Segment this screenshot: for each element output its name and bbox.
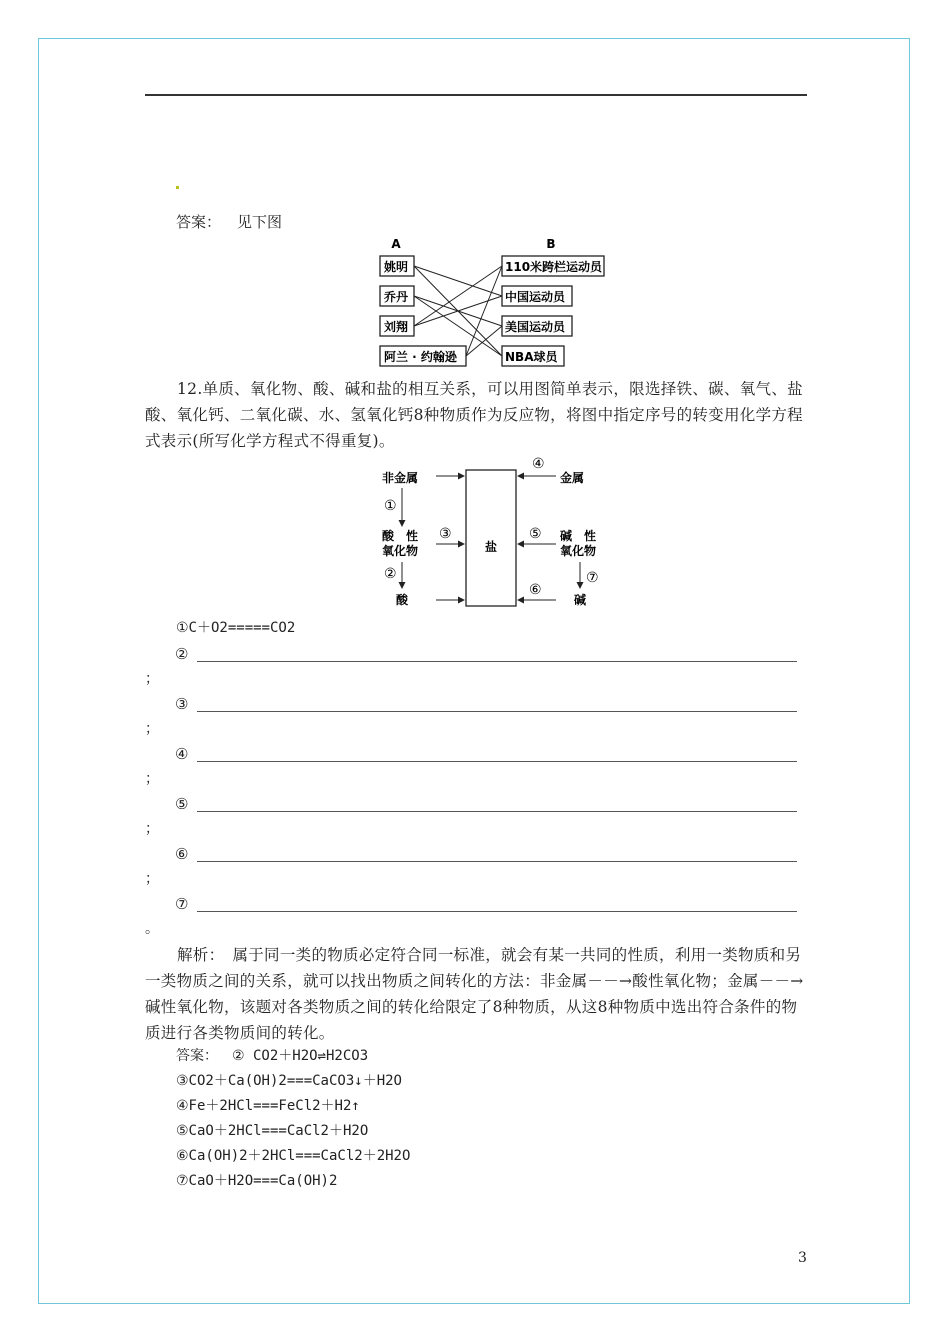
example-equation: ①C＋O2=====CO2 bbox=[176, 620, 296, 636]
answer-11 bbox=[176, 212, 282, 232]
basic-oxide-label-1: 碱 性 bbox=[560, 529, 597, 543]
equation-5: ⑤CaO＋2HCl===CaCl2＋H2O bbox=[176, 1123, 369, 1139]
answer-eq2 bbox=[176, 1046, 368, 1066]
acid-label: 酸 bbox=[395, 593, 409, 607]
answer-line[interactable] bbox=[197, 811, 797, 812]
metal-label: 金属 bbox=[559, 471, 585, 485]
acidic-oxide-label-2: 氧化物 bbox=[382, 544, 419, 558]
base-label: 碱 bbox=[573, 593, 587, 607]
left-item: 刘翔 bbox=[384, 320, 409, 334]
step-4-label: ④ bbox=[532, 456, 545, 472]
col-b-label: B bbox=[546, 237, 556, 251]
page-border bbox=[38, 38, 910, 1304]
step-7-label: ⑦ bbox=[586, 570, 599, 586]
equation-3: ③CO2＋Ca(OH)2===CaCO3↓＋H2O bbox=[176, 1073, 402, 1089]
equation-4: ④Fe＋2HCl===FeCl2＋H2↑ bbox=[176, 1098, 360, 1114]
acidic-oxide-label-1: 酸 性 bbox=[382, 529, 419, 543]
equation-7: ⑦CaO＋H2O===Ca(OH)2 bbox=[176, 1173, 338, 1189]
col-a-label: A bbox=[391, 237, 401, 251]
step-2-label: ② bbox=[384, 566, 397, 582]
answer-text: 见下图 bbox=[237, 213, 283, 231]
step-1-label: ① bbox=[384, 498, 397, 514]
salt-label: 盐 bbox=[484, 540, 498, 554]
answer-line[interactable] bbox=[197, 711, 797, 712]
basic-oxide-label-2: 氧化物 bbox=[560, 544, 597, 558]
right-item: 美国运动员 bbox=[505, 320, 566, 334]
answer-label: 答案： bbox=[176, 1048, 218, 1064]
header-rule bbox=[145, 94, 807, 96]
right-item: NBA球员 bbox=[505, 350, 558, 364]
period: 。 bbox=[145, 921, 159, 937]
blank-number: ③ bbox=[175, 695, 189, 713]
answer-line[interactable] bbox=[197, 911, 797, 912]
conversion-diagram bbox=[376, 454, 608, 612]
blank-number: ⑤ bbox=[175, 795, 189, 813]
analysis-text: 解析： 属于同一类的物质必定符合同一标准，就会有某一共同的性质，利用一类物质和另一类物质之间的关系，就可以找出物质之间转化的方法：非金属－－→酸性氧化物；金属－－→碱性氧化物，该题对各类物质之间的转化给限定了8种物质，从这8种物质中选出符合条件的物质进行各类物质间的转化。 bbox=[145, 946, 804, 1042]
semicolon: ； bbox=[145, 671, 159, 687]
left-item: 乔丹 bbox=[384, 290, 409, 304]
nonmetal-label: 非金属 bbox=[382, 471, 419, 485]
blank-number: ⑦ bbox=[175, 895, 189, 913]
left-item: 姚明 bbox=[384, 260, 409, 274]
answer-line[interactable] bbox=[197, 861, 797, 862]
blank-number: ④ bbox=[175, 745, 189, 763]
answer-line[interactable] bbox=[197, 761, 797, 762]
answer-label: 答案： bbox=[176, 213, 222, 231]
right-item: 中国运动员 bbox=[505, 290, 566, 304]
step-3-label: ③ bbox=[439, 526, 452, 542]
semicolon: ； bbox=[145, 771, 159, 787]
analysis bbox=[145, 942, 807, 1046]
right-item: 110米跨栏运动员 bbox=[505, 260, 603, 274]
semicolon: ； bbox=[145, 871, 159, 887]
blank-number: ⑥ bbox=[175, 845, 189, 863]
semicolon: ； bbox=[145, 821, 159, 837]
salt-box bbox=[466, 470, 516, 606]
question-12-text: 12.单质、氧化物、酸、碱和盐的相互关系，可以用图简单表示，限选择铁、碳、氧气、盐酸、氧化钙、二氧化碳、水、氢氧化钙8种物质作为反应物，将图中指定序号的转变用化学方程式表示(所写化学方程式不得重复)。 bbox=[145, 380, 803, 450]
step-6-label: ⑥ bbox=[529, 582, 542, 598]
step-5-label: ⑤ bbox=[529, 526, 542, 542]
equation-6: ⑥Ca(OH)2＋2HCl===CaCl2＋2H2O bbox=[176, 1148, 411, 1164]
left-item: 阿兰 · 约翰逊 bbox=[384, 350, 457, 364]
answer-line[interactable] bbox=[197, 661, 797, 662]
decorative-dot bbox=[176, 186, 179, 189]
equation-2: ② CO2＋H2O⇌H2CO3 bbox=[232, 1048, 369, 1064]
question-12 bbox=[145, 376, 807, 454]
matching-diagram bbox=[376, 236, 612, 370]
semicolon: ； bbox=[145, 721, 159, 737]
blank-number: ② bbox=[175, 645, 189, 663]
page-number: 3 bbox=[798, 1250, 807, 1266]
match-lines bbox=[414, 266, 502, 356]
